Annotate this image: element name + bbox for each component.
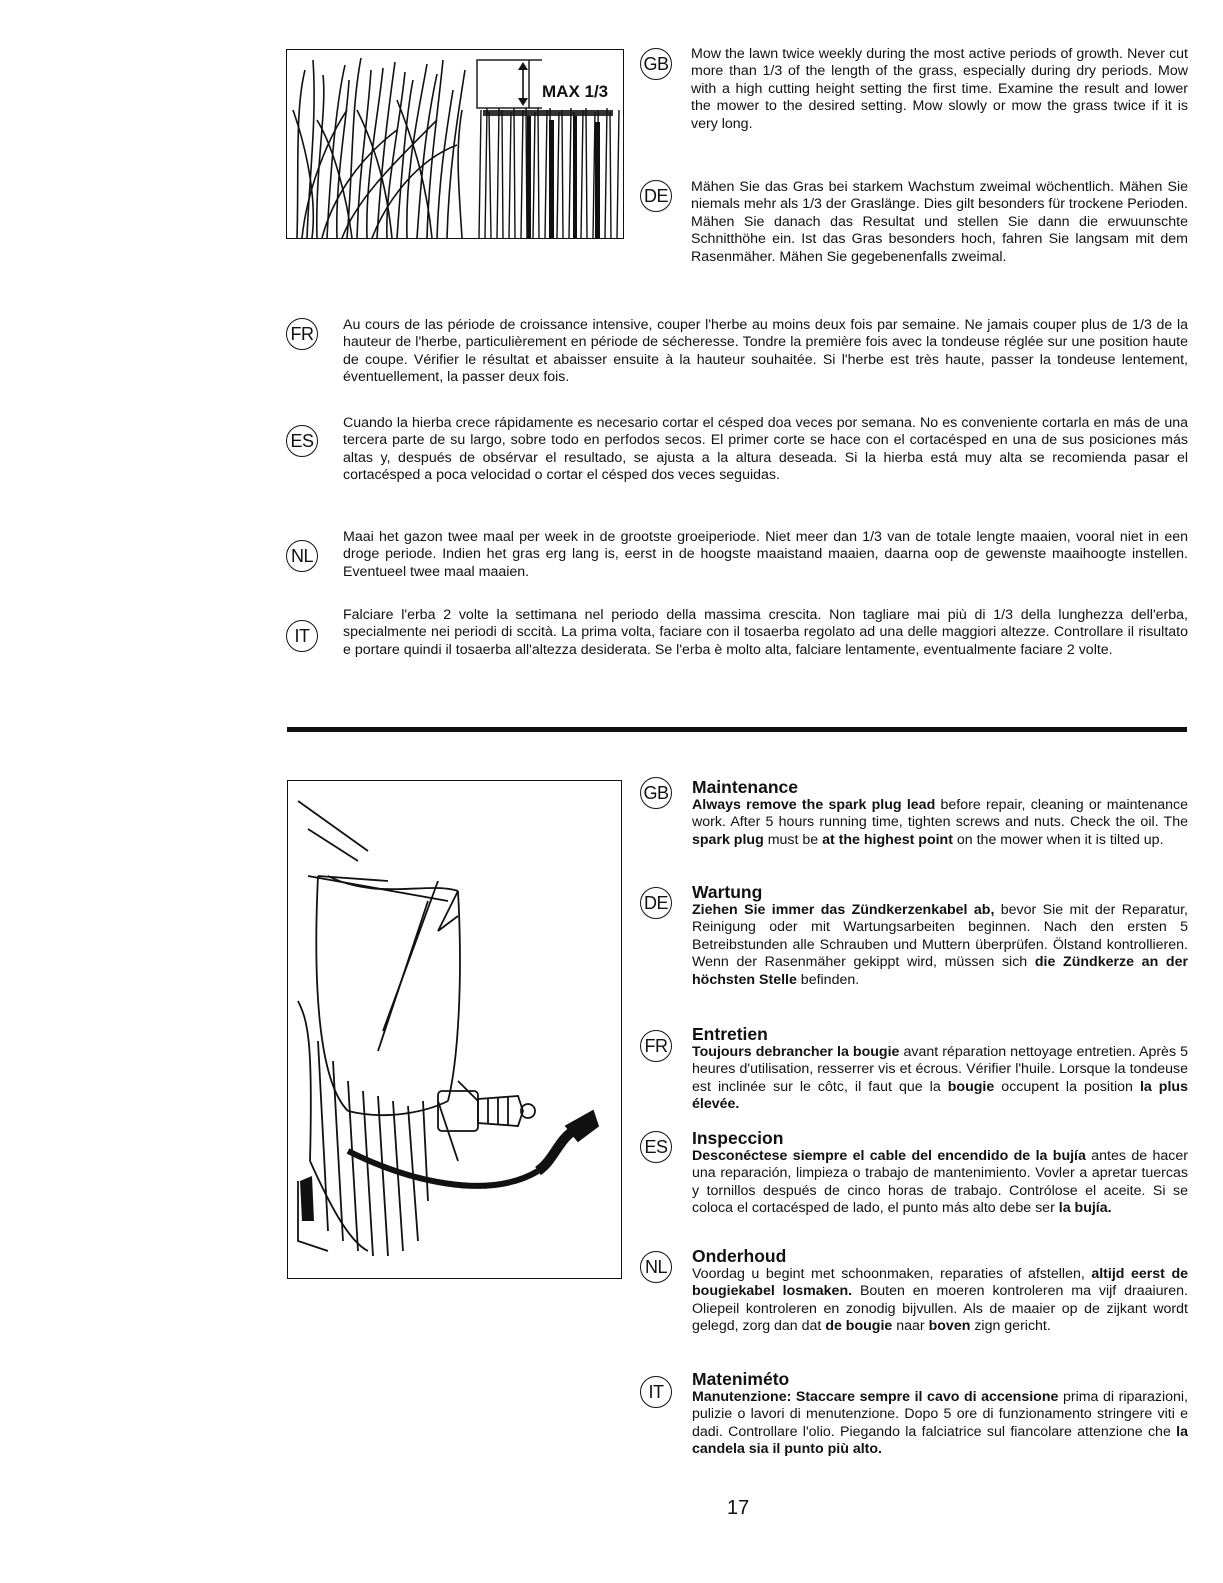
- lang-badge-es: ES: [286, 425, 318, 457]
- text-run: la candela sia il punto più alto.: [692, 1423, 1188, 1458]
- maintenance-es: [692, 1128, 1188, 1218]
- lang-badge-it-maint: IT: [640, 1376, 672, 1408]
- lang-badge-nl: NL: [286, 540, 318, 572]
- maintenance-body-nl: [692, 1266, 1188, 1334]
- lang-badge-de: DE: [640, 180, 672, 212]
- text-run: de bougie: [825, 1318, 893, 1335]
- text-run: Always remove the spark plug lead: [692, 797, 936, 813]
- page-number: 17: [727, 1497, 750, 1519]
- text-run: naar: [892, 1318, 929, 1335]
- mowing-text-es: Cuando la hierba crece rápidamente es necesario cortar el césped doa veces por semana. No es conveniente cortarla en más de una tercera parte de su largo, sobre todo en perfodos secos. El primer corte se hace con el cortacésped en una de sus posiciones más altas y, después de obsérvar el resultado, se ajusta a la altura deseada. Si la hierba está muy alta se recomienda pasar el cortacésped a poca velocidad o cortar el césped dos veces seguidas.: [343, 415, 1188, 484]
- mowing-text-fr: Au cours de las période de croissance intensive, couper l'herbe au moins deux fois par semaine. Ne jamais couper plus de 1/3 de la hauteur de l'herbe, particulièrement en période de sécheresse. Tondre la première fois avec la tondeuse réglée sur une position haute de coupe. Vérifier le résultat et abaisser ensuite à la hauteur souhaitée. Si l'herbe est très haute, passer la tondeuse lentement, éventuellement, la passer deux fois.: [343, 317, 1188, 386]
- maintenance-title-de: Wartung: [692, 882, 763, 902]
- text-run: spark plug: [692, 831, 764, 848]
- text-run: boven: [928, 1318, 971, 1335]
- maintenance-body-fr: [692, 1044, 1188, 1112]
- text-run: antes de hacer una reparación, limpieza o trabajo de mantenimiento. Vovler a apretar tuercas y tornillos después de cinco horas de trabajo. Contrólose el aceite. Si se coloca el cortacésped de lado, el punto más alto debe ser: [692, 1148, 1188, 1217]
- maintenance-it: [692, 1369, 1188, 1459]
- text-run: Ziehen Sie immer das Zündkerzenkabel ab,: [692, 902, 995, 918]
- text-run: Desconéctese siempre el cable del encendido de la bujía: [692, 1148, 1086, 1164]
- maintenance-title-es: Inspeccion: [692, 1128, 784, 1148]
- text-run: before repair, cleaning or maintenance work. After 5 hours running time, tighten screws and nuts. Check the oil. The: [692, 797, 1188, 831]
- lang-badge-fr: FR: [286, 318, 318, 350]
- maintenance-title-gb: Maintenance: [692, 777, 798, 797]
- text-run: occupent la position: [994, 1078, 1140, 1095]
- mower-drawing: [288, 781, 621, 1278]
- text-run: Bouten en moeren kontroleren ma vijf draaiuren. Oliepeil kontroleren en zonodig bijvullen. Als de maaier op de zijkant wordt gelegd, zorg dan dat: [692, 1283, 1188, 1335]
- maintenance-body-es: [692, 1148, 1188, 1216]
- text-run: befinden.: [796, 971, 860, 988]
- text-run: avant réparation nettoyage entretien. Après 5 heures d'utilisation, resserrer vis et écrous. Vérifier l'huile. Lorsque la tondeuse est inclinée sur le côtc, il faut que la: [692, 1044, 1188, 1095]
- text-run: die Zündkerze an der höchsten Stelle: [692, 954, 1188, 988]
- grass-illustration: [286, 49, 624, 239]
- lang-badge-gb: GB: [640, 48, 672, 80]
- max-label: MAX 1/3: [542, 82, 609, 101]
- maintenance-body-gb: [692, 797, 1188, 848]
- text-run: Toujours debrancher la bougie: [692, 1044, 900, 1060]
- maintenance-nl: [692, 1246, 1188, 1336]
- maintenance-title-it: Mateniméto: [692, 1369, 790, 1389]
- section-divider: [287, 727, 1187, 732]
- text-run: prima di riparazioni, pulizie o lavori di menutenzione. Dopo 5 ore di funzionamento stringere viti e dadi. Controllare l'olio. Piegando la falciatrice sul fiancolare attenzione che: [692, 1389, 1188, 1440]
- text-run: Manutenzione: Staccare sempre il cavo di accensione: [692, 1389, 1059, 1405]
- text-run: at the highest point: [822, 831, 953, 848]
- mowing-text-de: Mähen Sie das Gras bei starkem Wachstum zweimal wöchentlich. Mähen Sie niemals mehr als 1/3 der Graslänge. Dies gilt besonders für trockene Perioden. Mähen Sie danach das Resultat und stellen Sie dann die erwuunschte Schnitthöhe ein. Ist das Gras besonders hoch, fahren Sie langsam mit dem Rasenmäher. Mähen Sie gegebenenfalls zweimal.: [691, 179, 1188, 265]
- maintenance-fr: [692, 1024, 1188, 1114]
- text-run: on the mower when it is tilted up.: [952, 831, 1164, 848]
- text-run: zign gericht.: [970, 1318, 1051, 1335]
- text-run: la plus élevée.: [692, 1078, 1188, 1113]
- text-run: la bujía.: [1058, 1200, 1112, 1217]
- spark-plug-illustration: [287, 780, 622, 1279]
- maintenance-title-fr: Entretien: [692, 1024, 768, 1044]
- text-run: bougie: [947, 1078, 995, 1095]
- maintenance-body-de: [692, 902, 1188, 988]
- maintenance-gb: [692, 777, 1188, 849]
- grass-drawing: [287, 50, 623, 238]
- lang-badge-fr-maint: FR: [640, 1030, 672, 1062]
- mowing-text-nl: Maai het gazon twee maal per week in de grootste groeiperiode. Niet meer dan 1/3 van de totale lengte maaien, vooral niet in een droge periode. Indien het gras erg lang is, eerst in de hoogste maaistand maaien, daarna oop de gewenste maaihoogte instellen. Eventueel twee maal maaien.: [343, 529, 1188, 580]
- text-run: altijd eerst de bougiekabel losmaken.: [692, 1266, 1188, 1300]
- lang-badge-nl-maint: NL: [640, 1251, 672, 1283]
- lang-badge-de-maint: DE: [640, 887, 672, 919]
- lang-badge-es-maint: ES: [640, 1131, 672, 1163]
- text-run: Voordag u begint met schoonmaken, reparaties of afstellen,: [692, 1266, 1092, 1282]
- maintenance-title-nl: Onderhoud: [692, 1246, 787, 1266]
- mowing-text-it: Falciare l'erba 2 volte la settimana nel periodo della massima crescita. Non tagliare mai più di 1/3 della lunghezza dell'erba, specialmente nei periodi di sccità. La prima volta, faciare con il tosaerba regolato ad una delle maggiori altezze. Controllare il risultato e portare quindi il tosaerba all'altezza desiderata. Se l'erba è molto alta, falciare lentamente, eventualmente faciare 2 volte.: [343, 607, 1188, 658]
- text-run: must be: [763, 831, 823, 848]
- maintenance-body-it: [692, 1389, 1188, 1457]
- text-run: bevor Sie mit der Reparatur, Reinigung oder mit Wartungsarbeiten beginnen. Nach den ersten 5 Betreibstunden alle Schrauben und Muttern überprüfen. Ölstand kontrollieren. Wenn der Rasenmäher gekippt wird, müssen sich: [692, 902, 1188, 971]
- lang-badge-gb-maint: GB: [640, 777, 672, 809]
- lang-badge-it: IT: [286, 620, 318, 652]
- maintenance-de: [692, 882, 1188, 989]
- mowing-text-gb: Mow the lawn twice weekly during the most active periods of growth. Never cut more than 1/3 of the length of the grass, especially during dry periods. Mow with a high cutting height setting the first time. Examine the result and lower the mower to the desired setting. Mow slowly or mow the grass twice if it is very long.: [691, 46, 1188, 132]
